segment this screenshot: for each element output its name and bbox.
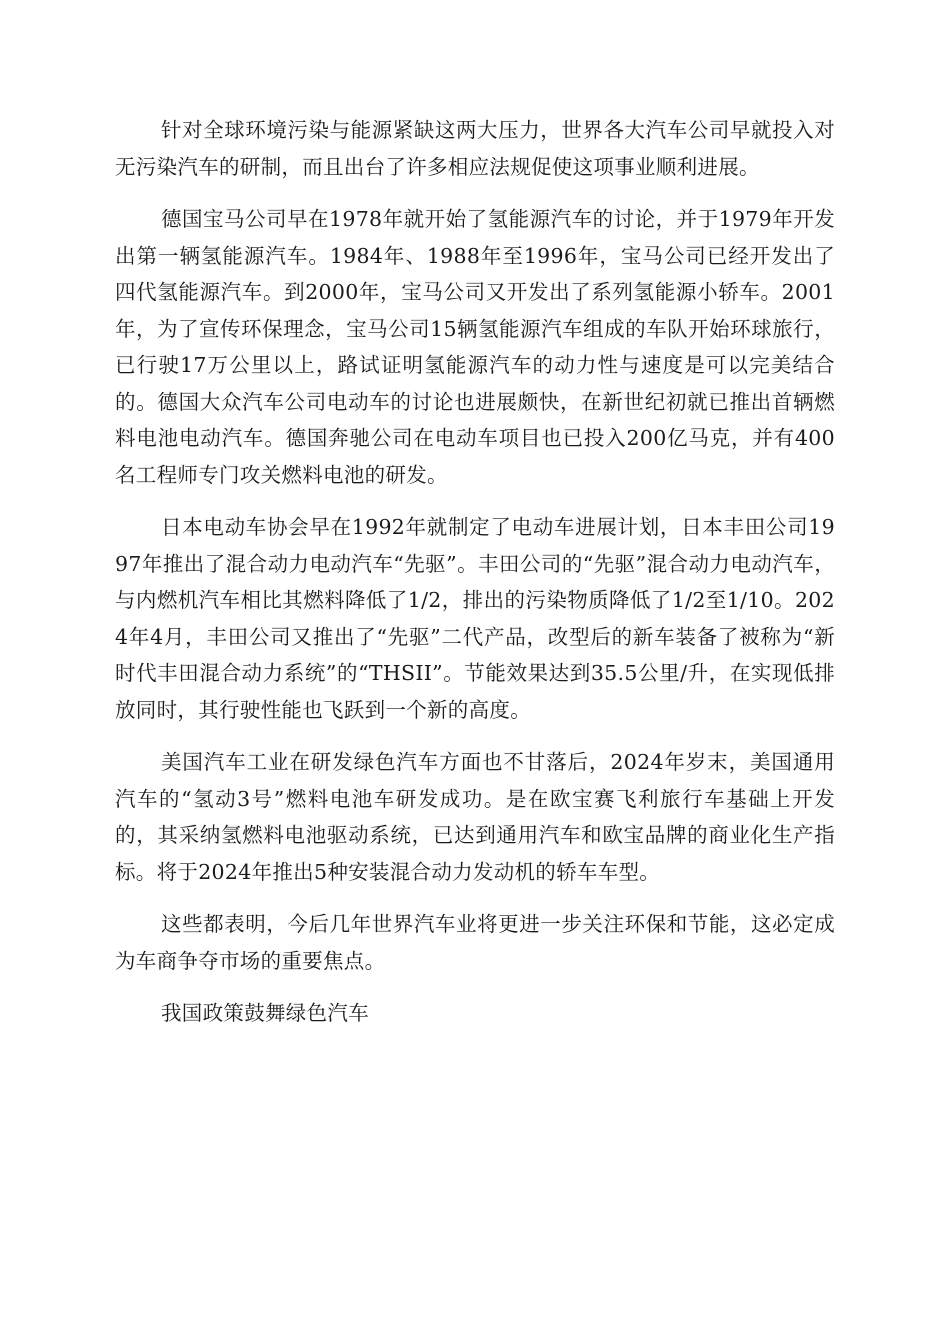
paragraph-intro: 针对全球环境污染与能源紧缺这两大压力，世界各大汽车公司早就投入对无污染汽车的研制，而且出台了许多相应法规促使这项事业顺利进展。: [115, 118, 835, 179]
document-body: [115, 112, 835, 1048]
paragraph-usa: 美国汽车工业在研发绿色汽车方面也不甘落后，2024年岁末，美国通用汽车的“氢动3号”燃料电池车研发成功。是在欧宝赛飞利旅行车基础上开发的，其采纳氢燃料电池驱动系统，已达到通用汽车和欧宝品牌的商业化生产指标。将于2024年推出5种安装混合动力发动机的轿车车型。: [115, 750, 835, 884]
paragraph-japan: 日本电动车协会早在1992年就制定了电动车进展计划，日本丰田公司1997年推出了混合动力电动汽车“先驱”。丰田公司的“先驱”混合动力电动汽车，与内燃机汽车相比其燃料降低了1/2，排出的污染物质降低了1/2至1/10。2024年4月，丰田公司又推出了“先驱”二代产品，改型后的新车装备了被称为“新时代丰田混合动力系统”的“THSII”。节能效果达到35.5公里/升，在实现低排放同时，其行驶性能也飞跃到一个新的高度。: [115, 515, 835, 722]
section-heading-china-policy: 我国政策鼓舞绿色汽车: [161, 1001, 369, 1025]
paragraph-conclusion: 这些都表明，今后几年世界汽车业将更进一步关注环保和节能，这必定成为车商争夺市场的重要焦点。: [115, 912, 835, 973]
paragraph-germany: 德国宝马公司早在1978年就开始了氢能源汽车的讨论，并于1979年开发出第一辆氢能源汽车。1984年、1988年至1996年，宝马公司已经开发出了四代氢能源汽车。到2000年，宝马公司又开发出了系列氢能源小轿车。2001年，为了宣传环保理念，宝马公司15辆氢能源汽车组成的车队开始环球旅行，已行驶17万公里以上，路试证明氢能源汽车的动力性与速度是可以完美结合的。德国大众汽车公司电动车的讨论也进展颇快，在新世纪初就已推出首辆燃料电池电动汽车。德国奔驰公司在电动车项目也已投入200亿马克，并有400名工程师专门攻关燃料电池的研发。: [115, 207, 835, 487]
